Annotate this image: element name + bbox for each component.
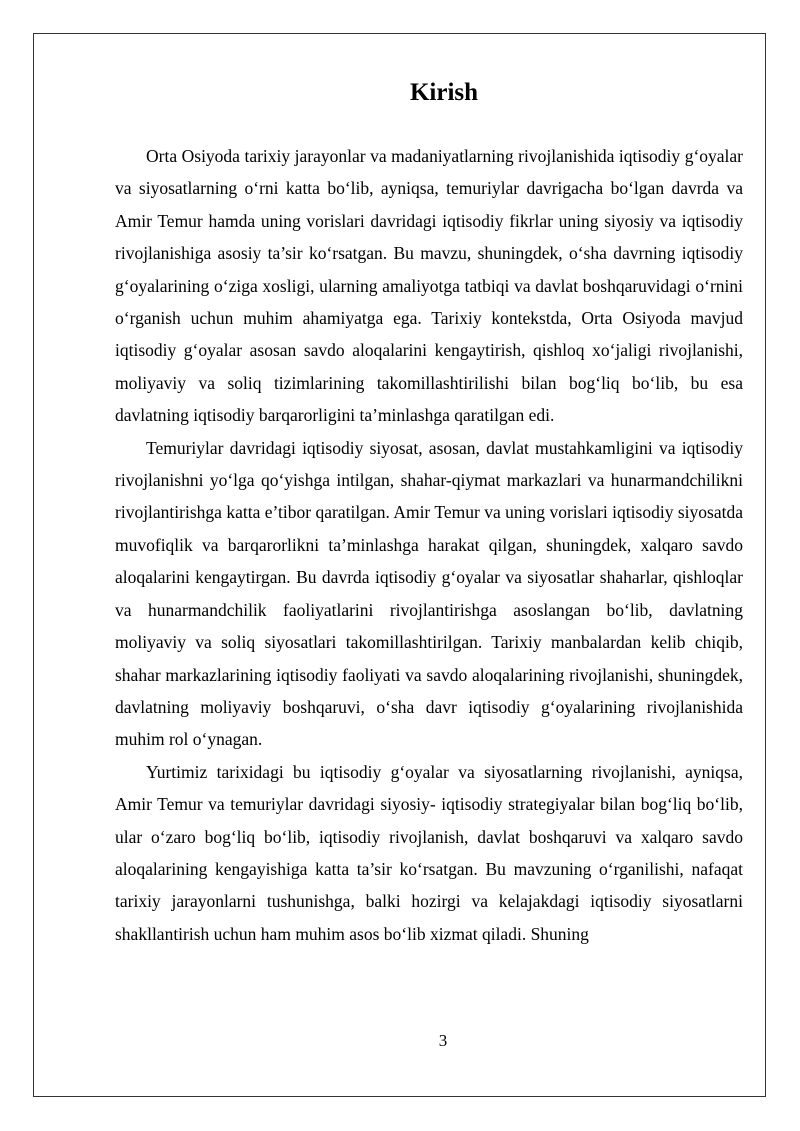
page-title: Kirish	[409, 79, 479, 106]
paragraph-1: Orta Osiyoda tarixiy jarayonlar va madaniyatlarning rivojlanishida iqtisodiy g‘oyalar va siyosatlarning o‘rni katta bo‘lib, ayniqsa, temuriylar davrigacha bo‘lgan davrda va Amir Temur hamda uning vorislari davridagi iqtisodiy fikrlar uning siyosiy va iqtisodiy rivojlanishiga asosiy ta’sir ko‘rsatgan. Bu mavzu, shuningdek, o‘sha davrning iqtisodiy g‘oyalarining o‘ziga xosligi, ularning amaliyotga tatbiqi va davlat boshqaruvidagi o‘rnini o‘rganish uchun muhim ahamiyatga ega. Tarixiy kontekstda, Orta Osiyoda mavjud iqtisodiy g‘oyalar asosan savdo aloqalarini kengaytirish, qishloq xo‘jaligi rivojlanishi, moliyaviy va soliq tizimlarining takomillashtirilishi bilan bog‘liq bo‘lib, bu esa davlatning iqtisodiy barqarorligini ta’minlashga qaratilgan edi.	[115, 146, 743, 426]
page-number: 3	[438, 1031, 448, 1050]
paragraph-2: Temuriylar davridagi iqtisodiy siyosat, asosan, davlat mustahkamligini va iqtisodiy rivojlanishni yo‘lga qo‘yishga intilgan, shahar-qiymat markazlari va hunarmandchilikni rivojlantirishga katta e’tibor qaratilgan. Amir Temur va uning vorislari iqtisodiy siyosatda muvofiqlik va barqarorlikni ta’minlashga harakat qilgan, shuningdek, xalqaro savdo aloqalarini kengaytirgan. Bu davrda iqtisodiy g‘oyalar va siyosatlar shaharlar, qishloqlar va hunarmandchilik faoliyatlarini rivojlantirishga asoslangan bo‘lib, davlatning moliyaviy va soliq siyosatlari takomillashtirilgan. Tarixiy manbalardan kelib chiqib, shahar markazlarining iqtisodiy faoliyati va savdo aloqalarining rivojlanishi, shuningdek, davlatning moliyaviy boshqaruvi, o‘sha davr iqtisodiy g‘oyalarining rivojlanishida muhim rol o‘ynagan.	[115, 437, 743, 750]
paragraph-3: Yurtimiz tarixidagi bu iqtisodiy g‘oyalar va siyosatlarning rivojlanishi, ayniqsa, Amir Temur va temuriylar davridagi siyosiy- iqtisodiy strategiyalar bilan bog‘liq bo‘lib, ular o‘zaro bog‘liq bo‘lib, iqtisodiy rivojlanish, davlat boshqaruvi va xalqaro savdo aloqalarining kengayishiga katta ta’sir ko‘rsatgan. Bu mavzuning o‘rganilishi, nafaqat tarixiy jarayonlarni tushunishga, balki hozirgi va kelajakdagi iqtisodiy siyosatlarni shakllantirish uchun ham muhim asos bo‘lib xizmat qiladi. Shuning	[115, 761, 743, 944]
document-body	[115, 74, 743, 950]
